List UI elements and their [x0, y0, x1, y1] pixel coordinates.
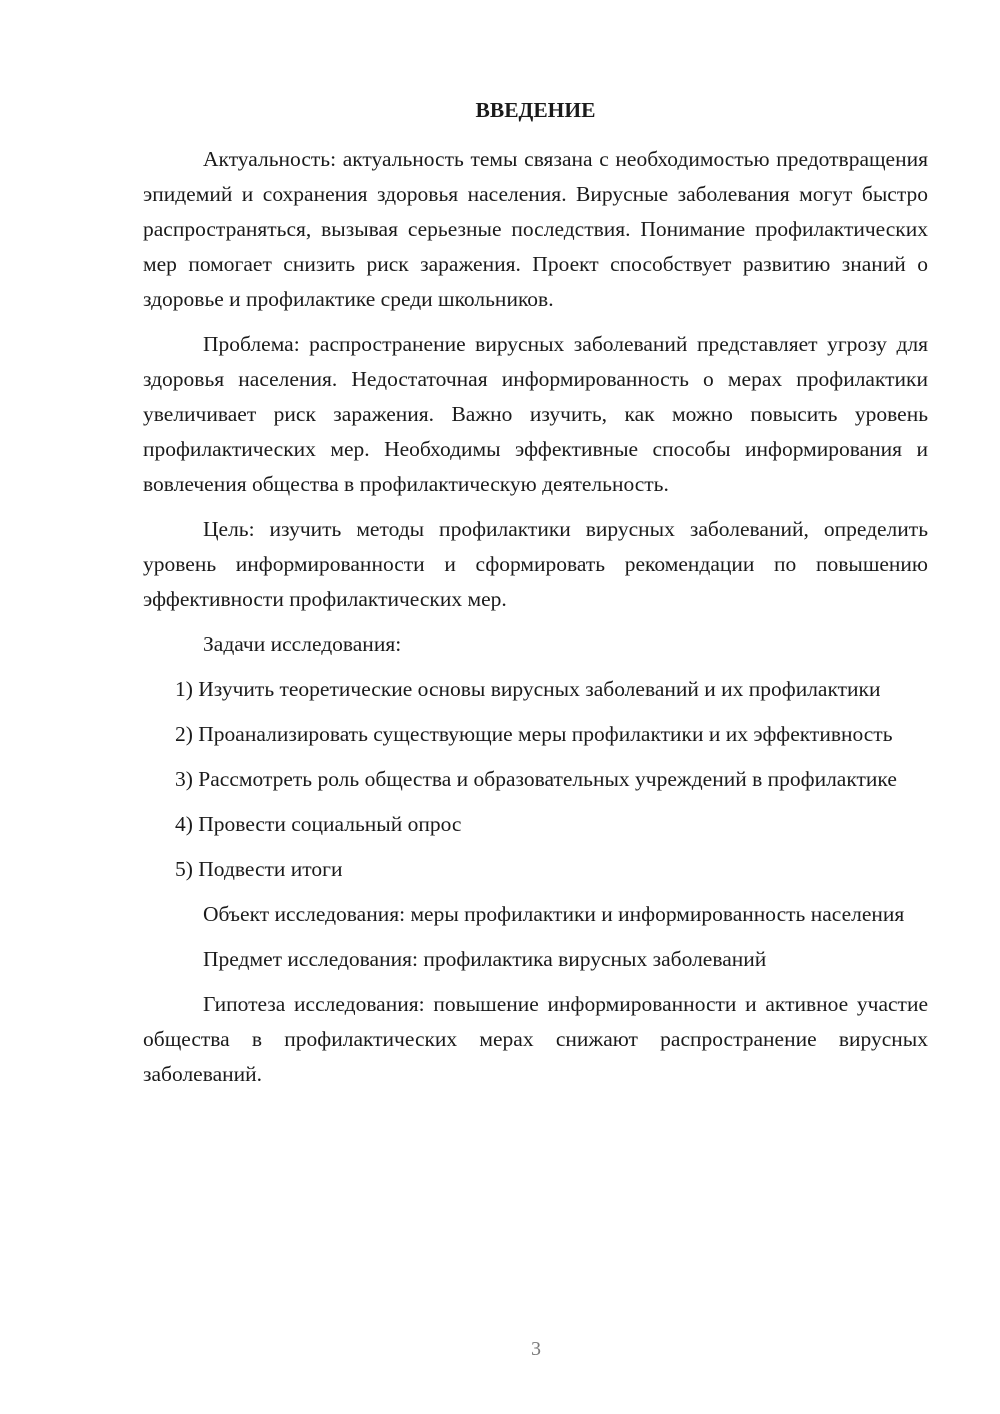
- goal-paragraph: Цель: изучить методы профилактики вирусных заболеваний, определить уровень информированности и сформировать рекомендации по повышению эффективности профилактических мер.: [143, 517, 928, 611]
- page-content: [143, 93, 928, 1102]
- subject-paragraph: Предмет исследования: профилактика вирусных заболеваний: [203, 947, 767, 971]
- task-item: 1) Изучить теоретические основы вирусных заболеваний и их профилактики: [175, 677, 881, 701]
- tasks-heading: Задачи исследования:: [203, 632, 402, 656]
- task-item: 4) Провести социальный опрос: [175, 812, 462, 836]
- task-item: 2) Проанализировать существующие меры профилактики и их эффективность: [175, 722, 893, 746]
- relevance-paragraph: Актуальность: актуальность темы связана с необходимостью предотвращения эпидемий и сохранения здоровья населения. Вирусные заболевания могут быстро распространяться, вызывая серьезные последствия. Понимание профилактических мер помогает снизить риск заражения. Проект способствует развитию знаний о здоровье и профилактике среди школьников.: [143, 147, 928, 311]
- task-item: 3) Рассмотреть роль общества и образовательных учреждений в профилактике: [175, 767, 897, 791]
- hypothesis-paragraph: Гипотеза исследования: повышение информированности и активное участие общества в профилактических мерах снижают распространение вирусных заболеваний.: [143, 992, 928, 1086]
- page-number: 3: [531, 1338, 541, 1360]
- section-title: ВВЕДЕНИЕ: [475, 98, 596, 122]
- task-item: 5) Подвести итоги: [175, 857, 343, 881]
- problem-paragraph: Проблема: распространение вирусных заболеваний представляет угрозу для здоровья населения. Недостаточная информированность о мерах профилактики увеличивает риск заражения. Важно изучить, как можно повысить уровень профилактических мер. Необходимы эффективные способы информирования и вовлечения общества в профилактическую деятельность.: [143, 332, 928, 496]
- object-paragraph: Объект исследования: меры профилактики и информированность населения: [203, 902, 905, 926]
